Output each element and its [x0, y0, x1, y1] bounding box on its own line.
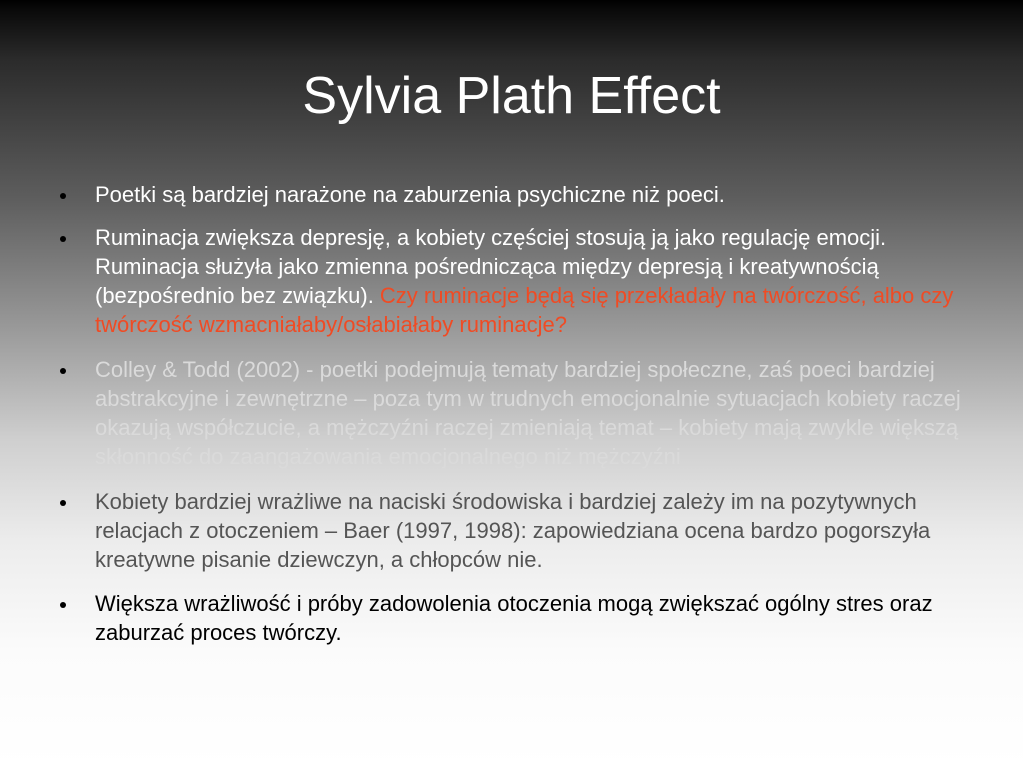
bullet-text-5: Większa wrażliwość i próby zadowolenia otoczenia mogą zwiększać ogólny stres oraz zaburzać proces twórczy. [95, 591, 933, 645]
bullet-list [58, 180, 978, 661]
bullet-dot-icon [60, 193, 66, 199]
bullet-item-5 [58, 589, 978, 647]
bullet-item-4 [58, 487, 978, 574]
bullet-item-1 [58, 180, 978, 209]
bullet-dot-icon [60, 368, 66, 374]
bullet-accent-question: Czy ruminacje będą się przekładały na twórczość, albo czy twórczość wzmacniałaby/osłabiałaby ruminacje? [95, 283, 954, 337]
bullet-dot-icon [60, 602, 66, 608]
bullet-text-2: Ruminacja zwiększa depresję, a kobiety częściej stosują ją jako regulację emocji. Ruminacja służyła jako zmienna pośrednicząca między depresją i kreatywnością (bezpośrednio bez związku). [95, 225, 887, 308]
bullet-text-4: Kobiety bardziej wrażliwe na naciski środowiska i bardziej zależy im na pozytywnych relacjach z otoczeniem – Baer (1997, 1998): zapowiedziana ocena bardzo pogorszyła kreatywne pisanie dziewczyn, a chłopców nie. [95, 489, 931, 572]
bullet-item-3 [58, 355, 978, 471]
bullet-text-3: Colley & Todd (2002) - poetki podejmują tematy bardziej społeczne, zaś poeci bardziej abstrakcyjne i zewnętrzne – poza tym w trudnych emocjonalnie sytuacjach kobiety raczej okazują współczucie, a mężczyźni raczej zmieniają temat – kobiety mają zwykle większą skłonność do zaangażowania emocjonalnego niż mężczyźni [95, 357, 961, 469]
bullet-dot-icon [60, 500, 66, 506]
bullet-item-2 [58, 223, 978, 339]
slide-title: Sylvia Plath Effect [302, 67, 721, 125]
bullet-text-1: Poetki są bardziej narażone na zaburzenia psychiczne niż poeci. [95, 182, 725, 207]
bullet-dot-icon [60, 236, 66, 242]
